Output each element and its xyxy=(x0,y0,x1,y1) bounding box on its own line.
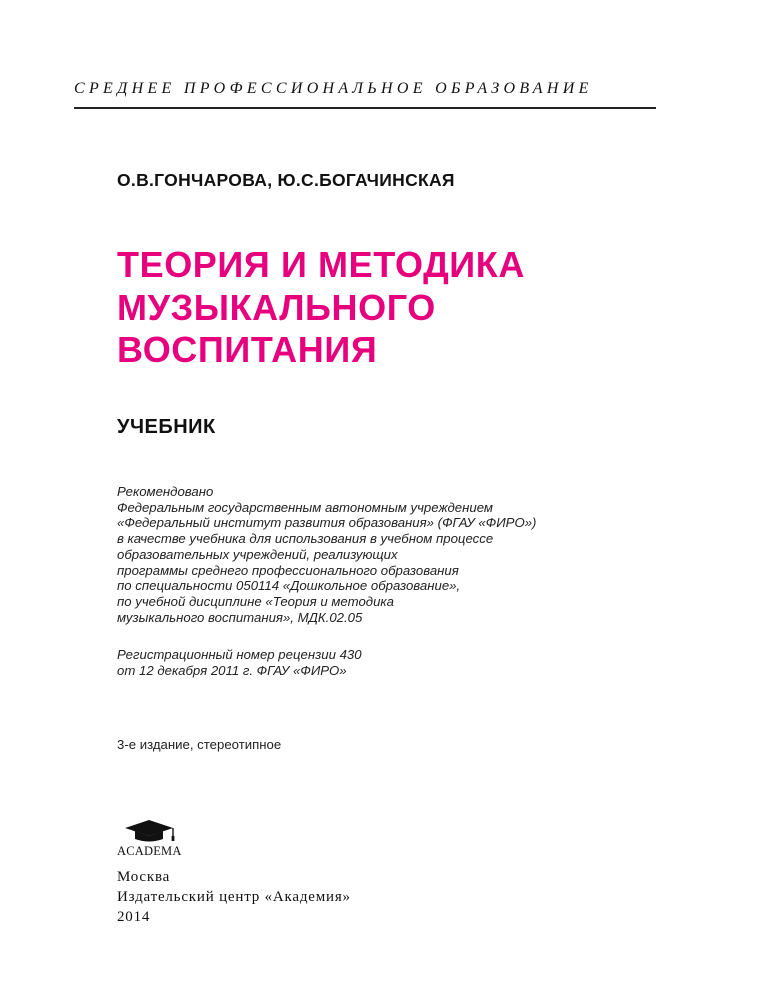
book-title xyxy=(117,244,525,372)
edition-note: 3-е издание, стереотипное xyxy=(117,737,282,752)
publisher-logo-text: ACADEMA xyxy=(117,844,182,858)
registration-text xyxy=(117,647,362,678)
publisher-logo xyxy=(117,817,191,861)
authors: О.В.ГОНЧАРОВА, Ю.С.БОГАЧИНСКАЯ xyxy=(117,170,455,190)
recommendation-line: Рекомендовано xyxy=(117,484,214,499)
imprint xyxy=(117,867,351,927)
recommendation-line: музыкального воспитания», МДК.02.05 xyxy=(117,609,363,625)
recommendation-line: образовательных учреждений, реализующих xyxy=(117,546,398,562)
recommendation-line: по учебной дисциплине «Теория и методика xyxy=(117,593,394,609)
book-title-line: МУЗЫКАЛЬНОГО xyxy=(117,286,436,328)
book-title-line: ВОСПИТАНИЯ xyxy=(117,329,378,370)
registration-line: Регистрационный номер рецензии 430 xyxy=(117,647,362,662)
recommendation-line: «Федеральный институт развития образования» (ФГАУ «ФИРО») xyxy=(117,515,537,531)
graduation-cap-icon xyxy=(123,817,179,843)
recommendation-line: программы среднего профессионального образования xyxy=(117,562,459,578)
recommendation-line: в качестве учебника для использования в учебном процессе xyxy=(117,531,494,547)
recommendation-line: Федеральным государственным автономным учреждением xyxy=(117,499,493,515)
registration-line: от 12 декабря 2011 г. ФГАУ «ФИРО» xyxy=(117,662,347,678)
series-divider xyxy=(74,107,656,109)
recommendation-text xyxy=(117,484,536,625)
imprint-publisher: Издательский центр «Академия» xyxy=(117,889,351,905)
series-title: СРЕДНЕЕ ПРОФЕССИОНАЛЬНОЕ ОБРАЗОВАНИЕ xyxy=(74,80,593,97)
book-title-line: ТЕОРИЯ И МЕТОДИКА xyxy=(117,244,525,285)
book-subtitle: УЧЕБНИК xyxy=(117,416,216,438)
recommendation-line: по специальности 050114 «Дошкольное образование», xyxy=(117,578,461,594)
imprint-city: Москва xyxy=(117,869,171,885)
imprint-year: 2014 xyxy=(117,909,151,925)
